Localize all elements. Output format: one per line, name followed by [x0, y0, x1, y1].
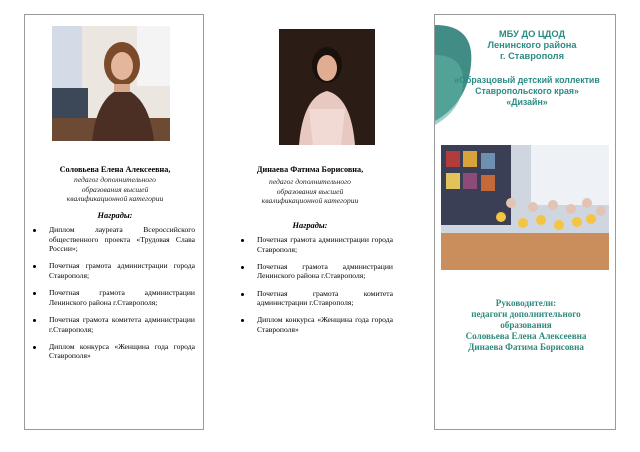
award-item: Почетная грамота администрации Ленинского района г.Ставрополя;	[241, 262, 393, 281]
org-line: Ленинского района	[487, 40, 577, 50]
group-photo	[441, 145, 609, 270]
award-item: Почетная грамота администрации Ленинского района г.Ставрополя;	[33, 288, 195, 307]
collective-name	[441, 75, 613, 108]
teacher-photo-soloveva	[52, 26, 170, 141]
title-line: квалификационной категории	[261, 196, 359, 205]
awards-heading: Награды:	[97, 211, 133, 220]
org-line: г. Ставрополя	[499, 51, 564, 61]
teacher-title-dinaeva	[217, 177, 403, 206]
award-item: Диплом конкурса «Женщина года города Ставрополя»	[241, 315, 393, 334]
leaders-line: Руководители:	[495, 298, 557, 308]
middle-panel	[216, 14, 402, 430]
org-line: МБУ ДО ЦДОД	[498, 29, 566, 39]
teacher-photo-dinaeva	[279, 29, 375, 145]
leaders-line: Соловьева Елена Алексеевна	[465, 331, 587, 341]
awards-list	[241, 235, 393, 342]
title-line: педагог дополнительного	[74, 175, 156, 184]
awards-heading: Награды:	[292, 221, 328, 230]
left-panel	[24, 14, 204, 430]
award-item: Почетная грамота администрации города Ставрополя;	[241, 235, 393, 254]
title-line: педагог дополнительного	[269, 177, 351, 186]
leaders-block	[435, 298, 617, 353]
teacher-title-soloveva	[25, 175, 205, 204]
org-name	[453, 29, 611, 62]
award-item: Диплом лауреата Всероссийского общественного проекта «Трудовая Слава России»;	[33, 225, 195, 254]
collective-line: Ставропольского края»	[475, 86, 579, 96]
title-line: квалификационной категории	[66, 194, 164, 203]
title-line: образования высшей	[276, 186, 344, 196]
teacher-name-dinaeva: Динаева Фатима Борисовна,	[256, 165, 364, 174]
leaders-line: Динаева Фатима Борисовна	[468, 342, 584, 352]
award-item: Диплом конкурса «Женщина года города Ставрополя»	[33, 342, 195, 361]
award-item: Почетная грамота комитета администрации г.Ставрополя;	[33, 315, 195, 334]
title-line: образования высшей	[81, 184, 149, 194]
leaders-line: образования	[500, 320, 552, 330]
collective-line: «Дизайн»	[506, 97, 548, 107]
leaders-line: педагоги дополнительного	[471, 309, 581, 319]
award-item: Почетная грамота администрации города Ставрополя;	[33, 261, 195, 280]
award-item: Почетная грамота комитета администрации г.Ставрополя;	[241, 289, 393, 308]
teacher-name-soloveva: Соловьева Елена Алексеевна,	[59, 165, 171, 174]
collective-line: «Образцовый детский коллектив	[454, 75, 600, 85]
awards-list	[33, 225, 195, 369]
right-panel	[434, 14, 616, 430]
